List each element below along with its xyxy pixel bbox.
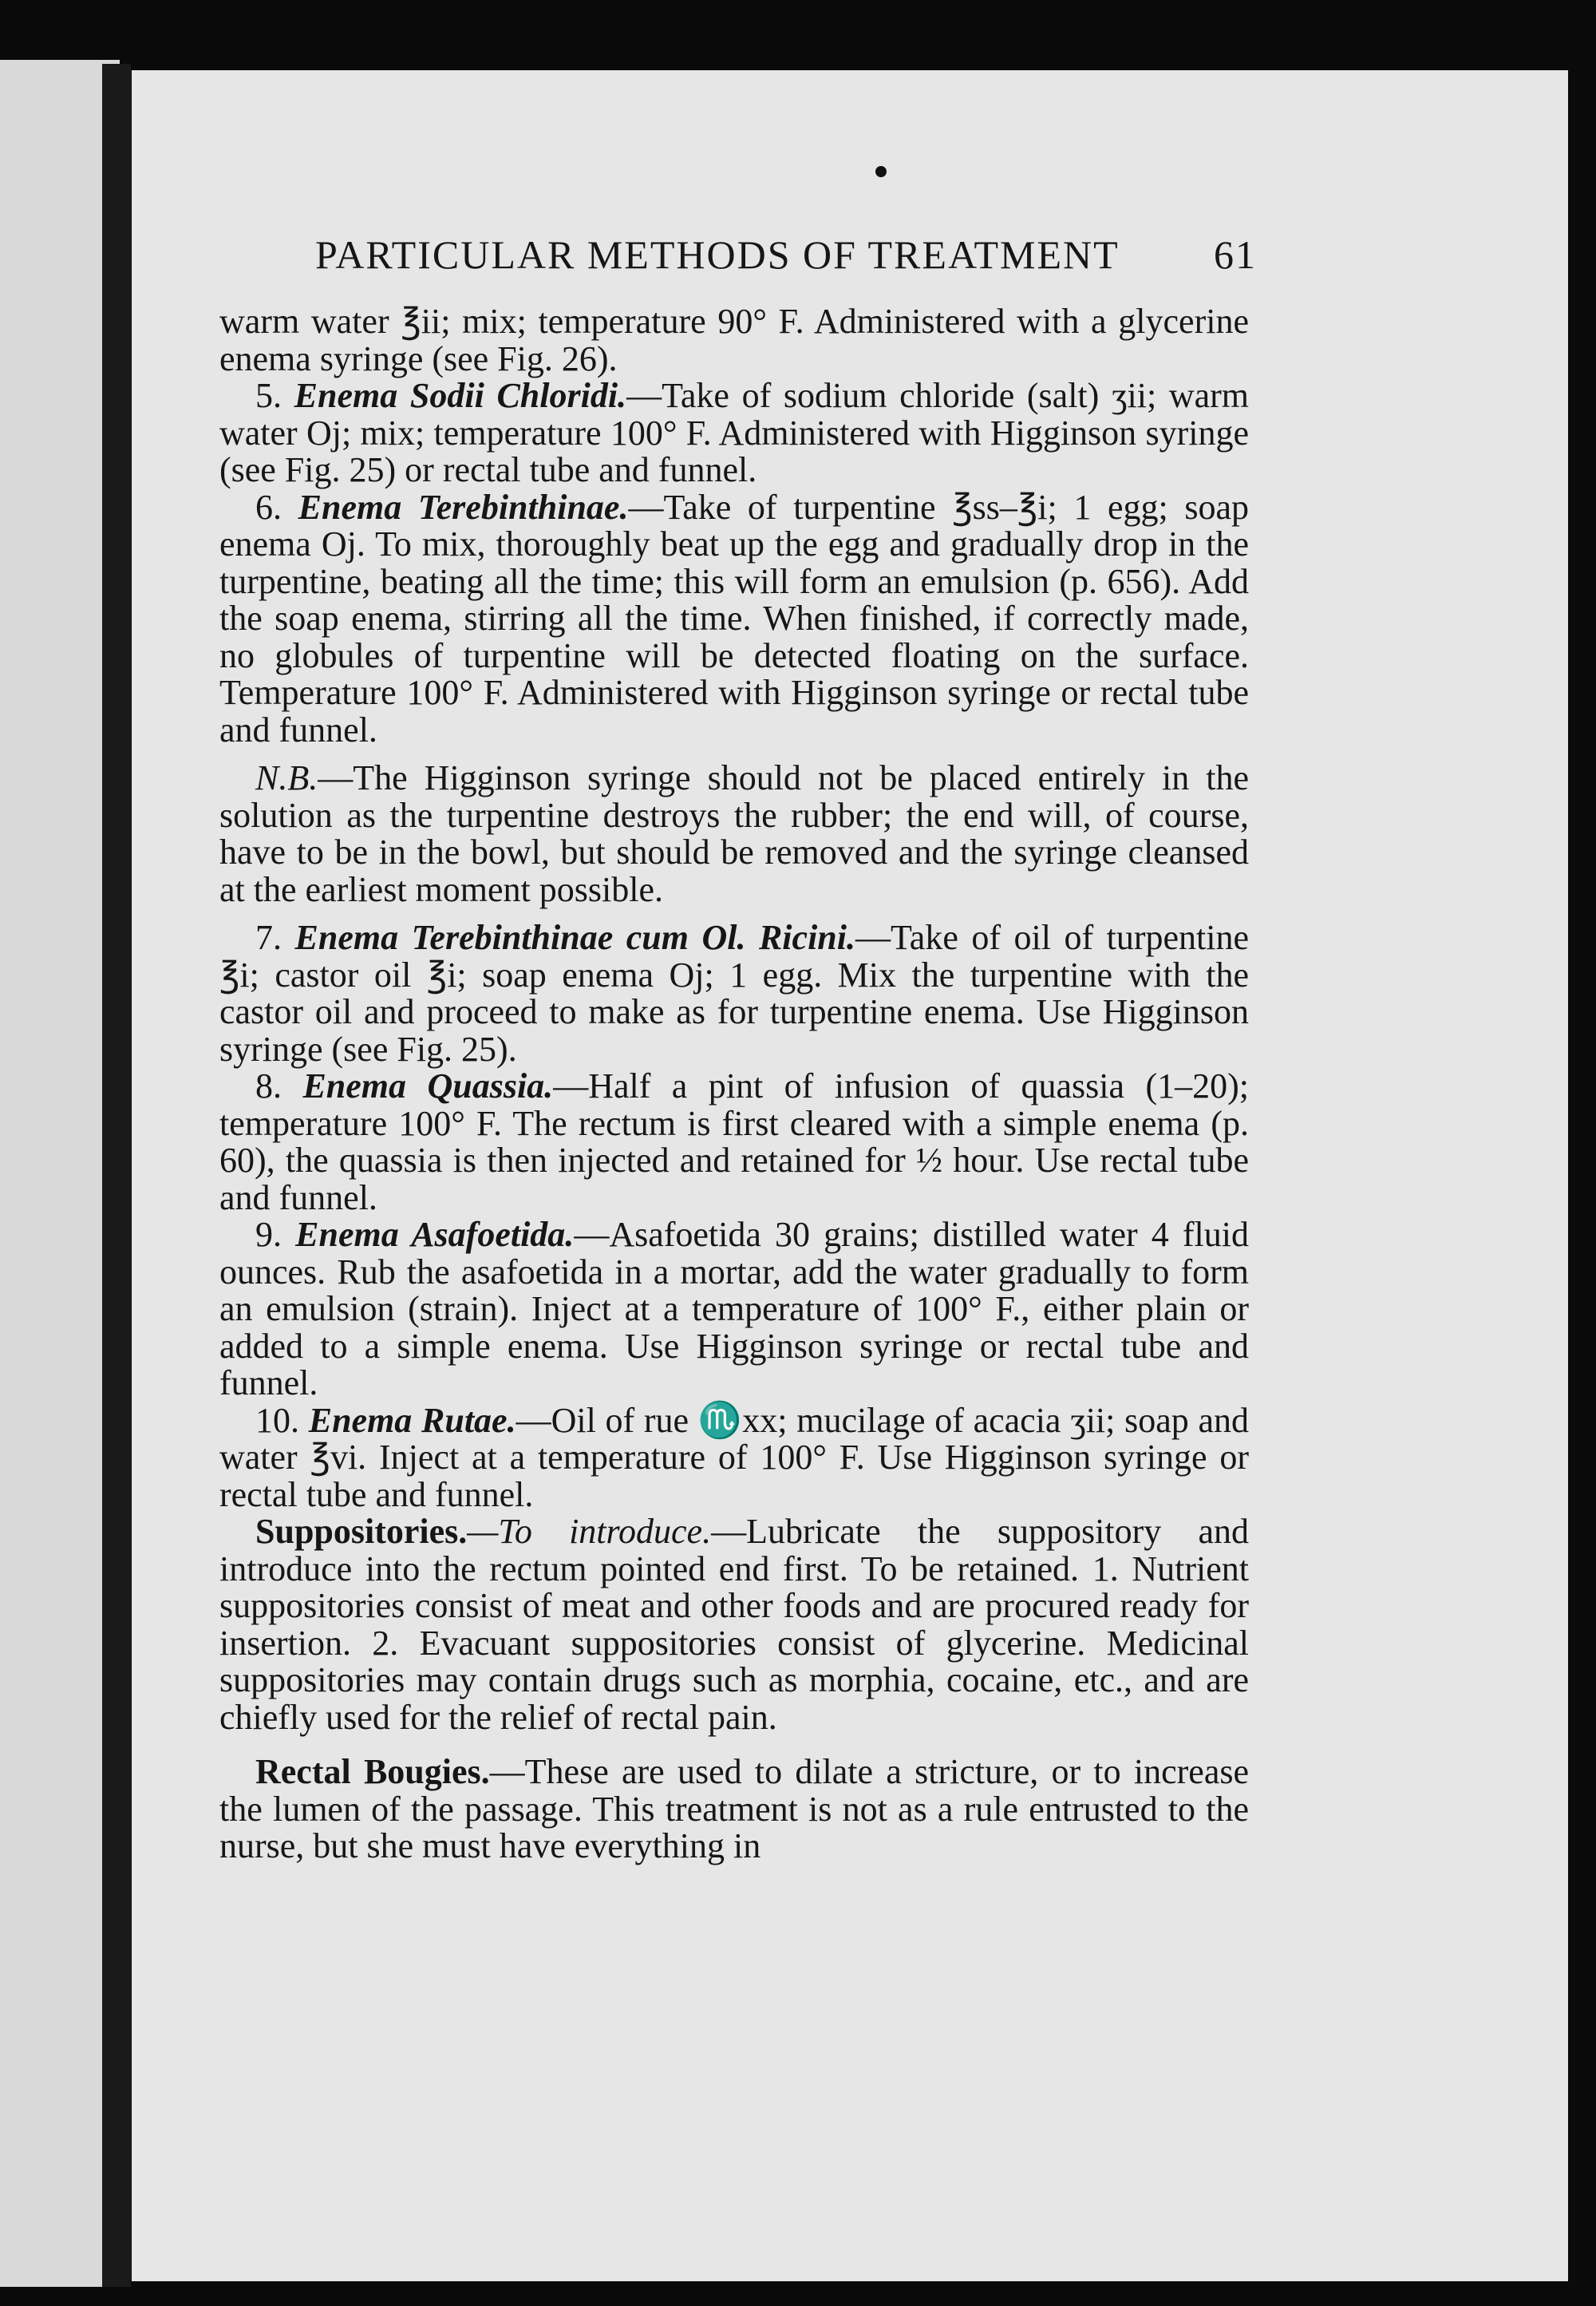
item-number: 5.	[255, 376, 294, 415]
header-title: PARTICULAR METHODS OF TREATMENT	[315, 232, 1120, 277]
item-number: 8.	[255, 1066, 303, 1106]
item-title: Enema Asafoetida.	[295, 1215, 575, 1254]
page-number: 61	[1214, 232, 1257, 277]
paragraph-text: —Take of turpentine ℥ss–℥i; 1 egg; soap enema Oj. To mix, thoroughly beat up the egg and gradually drop in the turpentine, beating all the time; this will form an emulsion (p. 656). Add the soap enema, stirring all the time. When finished, if correctly made, no globules of turpentine will be detected floating on the surface. Temperature 100° F. Administered with Higginson syringe or rectal tube and funnel.	[219, 487, 1249, 750]
paragraph-enema-terebinthinae-cum-ol-ricini	[219, 920, 1249, 1068]
paragraph-rectal-bougies	[219, 1754, 1249, 1865]
paragraph-enema-terebinthinae	[219, 489, 1249, 750]
paragraph-enema-rutae	[219, 1402, 1249, 1514]
paragraph-enema-asafoetida	[219, 1216, 1249, 1402]
item-title: Enema Terebinthinae cum Ol. Ricini.	[294, 918, 855, 957]
paragraph-text: —Asafoetida 30 grains; distilled water 4 fluid ounces. Rub the asafoetida in a mortar, add the water gradually to form an emulsion (strain). Inject at a temperature of 100° F., either plain or added to a simple enema. Use Higginson syringe or rectal tube and funnel.	[219, 1215, 1250, 1402]
section-heading: Rectal Bougies.	[255, 1752, 490, 1791]
paragraph-text: —Take of oil of turpentine ℥i; castor oil ℥i; soap enema Oj; 1 egg. Mix the turpentine with the castor oil and proceed to make as for turpentine enema. Use Higginson syringe (see Fig. 25).	[219, 918, 1250, 1069]
paragraph-text: —Oil of rue ♏xx; mucilage of acacia ʒii; soap and water ℥vi. Inject at a temperature of 100° F. Use Higginson syringe or rectal tube and funnel.	[219, 1400, 1249, 1514]
item-title: Enema Sodii Chloridi.	[294, 376, 627, 415]
running-header	[315, 231, 1257, 278]
paragraph-text: —Take of sodium chloride (salt) ʒii; warm water Oj; mix; temperature 100° F. Administered with Higginson syringe (see Fig. 25) or rectal tube and funnel.	[219, 376, 1249, 489]
paragraph-text: —Half a pint of infusion of quassia (1–20); temperature 100° F. The rectum is first cleared with a simple enema (p. 60), the quassia is then injected and retained for ½ hour. Use rectal tube and funnel.	[219, 1066, 1250, 1217]
book-binding	[102, 64, 131, 2287]
paragraph-enema-sodii-chloridi	[219, 378, 1249, 489]
item-title: Enema Quassia.	[302, 1066, 554, 1106]
page-body	[219, 303, 1249, 1865]
item-number: 6.	[255, 487, 298, 527]
item-number: 7.	[255, 918, 295, 957]
paragraph-text: —Lubricate the suppository and introduce into the rectum pointed end first. To be retained. 1. Nutrient suppositories consist of meat and other foods and are procured ready for insertion. 2. Evacuant suppositories consist of glycerine. Medicinal suppositories may contain drugs such as morphia, cocaine, etc., and are chiefly used for the relief of rectal pain.	[219, 1512, 1249, 1737]
ink-dot	[875, 166, 887, 177]
item-number: 10.	[255, 1400, 309, 1440]
item-title: Enema Terebinthinae.	[298, 487, 629, 527]
item-title: Enema Rutae.	[308, 1400, 516, 1440]
paragraph-continuation	[219, 303, 1249, 378]
paragraph-note	[219, 760, 1249, 908]
section-heading: Suppositories.	[255, 1512, 468, 1551]
section-subheading: —To introduce.	[467, 1512, 712, 1551]
item-number: 9.	[255, 1215, 296, 1254]
paragraph-suppositories	[219, 1513, 1249, 1736]
paragraph-enema-quassia	[219, 1068, 1249, 1216]
paragraph-text: —The Higginson syringe should not be placed entirely in the solution as the turpentine destroys the rubber; the end will, of course, have to be in the bowl, but should be removed and the syringe cleansed at the earliest moment possible.	[219, 758, 1249, 909]
paragraph-text: —These are used to dilate a stricture, or to increase the lumen of the passage. This treatment is not as a rule entrusted to the nurse, but she must have everything in	[219, 1752, 1250, 1865]
paragraph-text: warm water ℥ii; mix; temperature 90° F. Administered with a glycerine enema syringe (see Fig. 26).	[219, 302, 1249, 378]
note-lead: N.B.	[255, 758, 318, 797]
